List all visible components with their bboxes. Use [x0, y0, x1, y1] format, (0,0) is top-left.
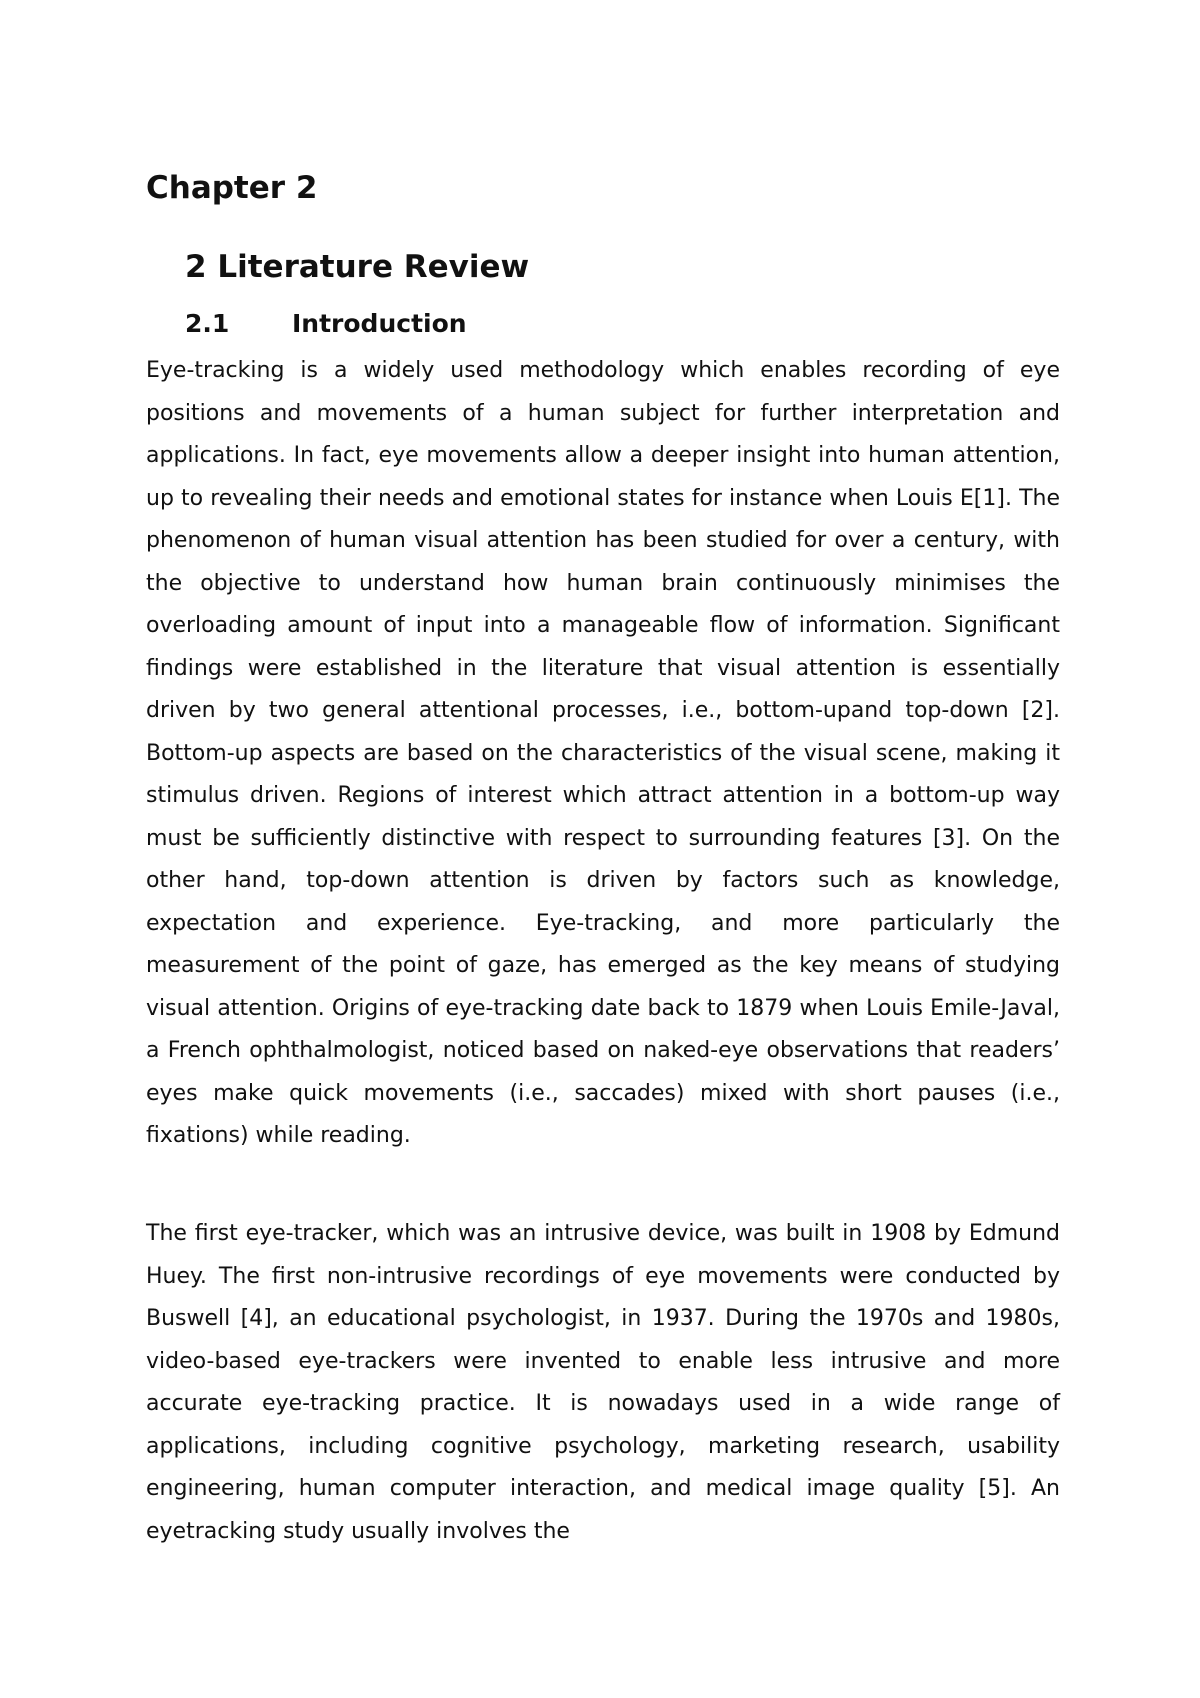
subsection-title: Introduction	[292, 309, 467, 338]
subsection-heading	[185, 307, 467, 341]
section-title: 2 Literature Review	[185, 249, 530, 285]
body-paragraph: The first eye-tracker, which was an intrusive device, was built in 1908 by Edmund Huey. The first non-intrusive recordings of eye movements were conducted by Buswell [4], an educational psychologist, in 1937. During the 1970s and 1980s, video-based eye-trackers were invented to enable less intrusive and more accurate eye-tracking practice. It is nowadays used in a wide range of applications, including cognitive psychology, marketing research, usability engineering, human computer interaction, and medical image quality [5]. An eyetracking study usually involves the	[146, 1221, 1060, 1544]
subsection-number: 2.1	[185, 309, 230, 338]
chapter-title: Chapter 2	[146, 170, 318, 206]
body-paragraph: Eye-tracking is a widely used methodology which enables recording of eye positions and movements of a human subject for further interpretation and applications. In fact, eye movements allow a deeper insight into human attention, up to revealing their needs and emotional states for instance when Louis E[1]. The phenomenon of human visual attention has been studied for over a century, with the objective to understand how human brain continuously minimises the overloading amount of input into a manageable flow of information. Significant findings were established in the literature that visual attention is essentially driven by two general attentional processes, i.e., bottom-upand top-down [2]. Bottom-up aspects are based on the characteristics of the visual scene, making it stimulus driven. Regions of interest which attract attention in a bottom-up way must be sufficiently distinctive with respect to surrounding features [3]. On the other hand, top-down attention is driven by factors such as knowledge, expectation and experience. Eye-tracking, and more particularly the measurement of the point of gaze, has emerged as the key means of studying visual attention. Origins of eye-tracking date back to 1879 when Louis Emile-Javal, a French ophthalmologist, noticed based on naked-eye observations that readers’ eyes make quick movements (i.e., saccades) mixed with short pauses (i.e., fixations) while reading.	[146, 358, 1060, 1148]
